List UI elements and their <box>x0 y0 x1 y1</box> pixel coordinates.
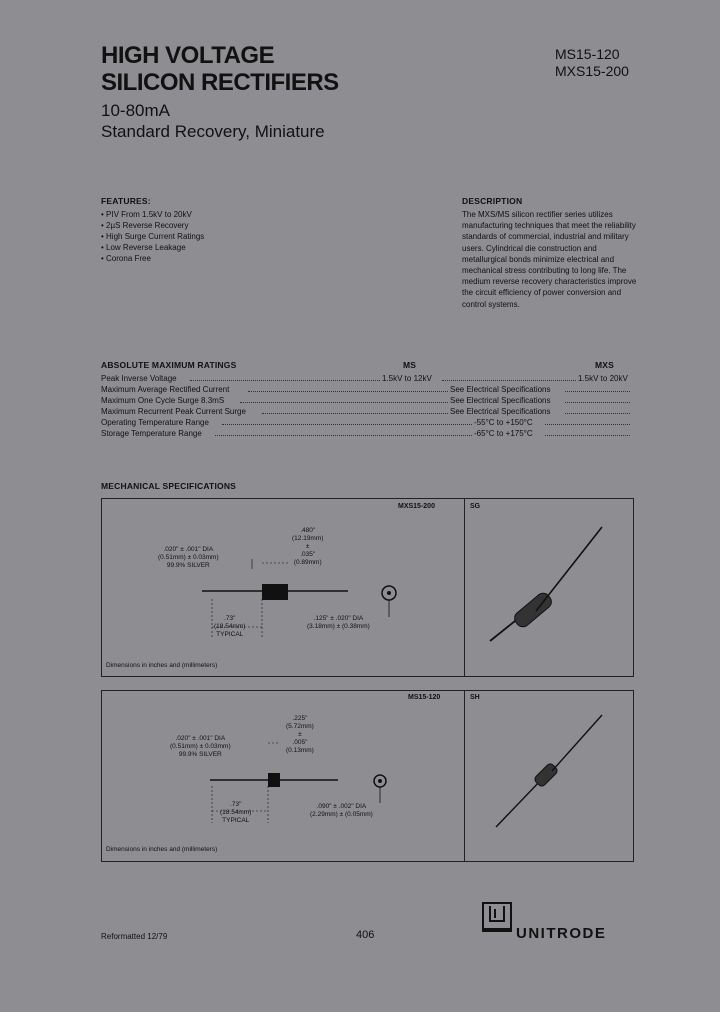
title-line2: SILICON RECTIFIERS <box>101 69 339 96</box>
logo-underline <box>482 930 512 932</box>
features-heading: FEATURES: <box>101 196 151 206</box>
rating-value: -55°C to +150°C <box>474 418 533 427</box>
lead-dia-dim: .020" ± .001" DIA (0.51mm) ± 0.03mm) 99.9% SILVER <box>158 546 219 569</box>
mechanical-drawing-box-ms <box>101 690 634 862</box>
body-dia-dim: .090" ± .002" DIA (2.29mm) ± (0.05mm) <box>310 803 373 818</box>
dot-leader <box>545 417 630 425</box>
dot-leader <box>442 373 576 381</box>
subtitle-line1: 10-80mA <box>101 101 170 120</box>
rating-label: Storage Temperature Range <box>101 429 202 438</box>
rating-label: Maximum Average Rectified Current <box>101 385 230 394</box>
features-list <box>101 209 204 264</box>
rating-value: -65°C to +175°C <box>474 429 533 438</box>
mechanical-heading: MECHANICAL SPECIFICATIONS <box>101 481 237 491</box>
part-number-1: MS15-120 <box>555 46 620 62</box>
rectifier-drawing <box>102 691 633 861</box>
subtitle-line2: Standard Recovery, Miniature <box>101 122 325 141</box>
dot-leader <box>565 406 630 414</box>
mechanical-drawing-box-mxs <box>101 498 634 677</box>
rating-ms-value: 1.5kV to 12kV <box>382 374 432 383</box>
lead-length-dim: .73" (18.54mm) TYPICAL <box>220 801 252 824</box>
rating-value: See Electrical Specifications <box>450 385 551 394</box>
feature-item: • PIV From 1.5kV to 20kV <box>101 209 204 220</box>
feature-item: • Corona Free <box>101 253 204 264</box>
body-dia-dim: .125" ± .020" DIA (3.18mm) ± (0.38mm) <box>307 615 370 630</box>
lead-length-dim: .73" (18.54mm) TYPICAL <box>214 615 246 638</box>
dot-leader <box>565 395 630 403</box>
dot-leader <box>240 395 448 403</box>
dot-leader <box>248 384 448 392</box>
reformatted-date: Reformatted 12/79 <box>101 932 168 941</box>
dot-leader <box>262 406 448 414</box>
rating-label: Operating Temperature Range <box>101 418 209 427</box>
rating-label: Maximum One Cycle Surge 8.3mS <box>101 396 225 405</box>
ratings-col-mxs: MXS <box>595 360 615 370</box>
rating-value: See Electrical Specifications <box>450 396 551 405</box>
rating-label: Peak Inverse Voltage <box>101 374 177 383</box>
description-heading: DESCRIPTION <box>462 196 523 206</box>
dot-leader <box>190 373 380 381</box>
feature-item: • High Surge Current Ratings <box>101 231 204 242</box>
dot-leader <box>215 428 472 436</box>
rating-mxs-value: 1.5kV to 20kV <box>578 374 628 383</box>
dot-leader <box>565 384 630 392</box>
body-length-dim: .480" (12.19mm) ± .035" (0.89mm) <box>292 527 324 566</box>
ratings-col-ms: MS <box>403 360 417 370</box>
ratings-heading: ABSOLUTE MAXIMUM RATINGS <box>101 360 237 370</box>
rating-label: Maximum Recurrent Peak Current Surge <box>101 407 246 416</box>
rectifier-drawing <box>102 499 633 676</box>
dimension-note: Dimensions in inches and (millimeters) <box>106 662 218 669</box>
lead-dia-dim: .020" ± .001" DIA (0.51mm) ± 0.03mm) 99.9% SILVER <box>170 735 231 758</box>
description-body: The MXS/MS silicon rectifier series utilizes manufacturing techniques that meet the reliability standards of commercial, industrial and military users. Cylindrical die construction and metallurgical bonds minimize electrical and mechanical stress contributing to long life. The medium reverse recovery characteristics improve the circuit efficiency of power conversion and control systems. <box>462 210 637 309</box>
brand-name: UNITRODE <box>516 925 607 942</box>
rating-value: See Electrical Specifications <box>450 407 551 416</box>
title-line1: HIGH VOLTAGE <box>101 42 275 69</box>
dot-leader <box>222 417 472 425</box>
unitrode-logo-icon <box>482 902 512 930</box>
feature-item: • Low Reverse Leakage <box>101 242 204 253</box>
dot-leader <box>545 428 630 436</box>
box-side-label: SH <box>470 694 480 701</box>
page-number: 406 <box>356 929 375 941</box>
part-number-2: MXS15-200 <box>555 63 629 79</box>
feature-item: • 2µS Reverse Recovery <box>101 220 204 231</box>
box-side-label: SG <box>470 503 481 510</box>
box-label: MS15-120 <box>408 694 441 701</box>
body-length-dim: .225" (5.72mm) ± .005" (0.13mm) <box>286 715 314 754</box>
box-label: MXS15-200 <box>398 503 435 510</box>
dimension-note: Dimensions in inches and (millimeters) <box>106 846 218 853</box>
